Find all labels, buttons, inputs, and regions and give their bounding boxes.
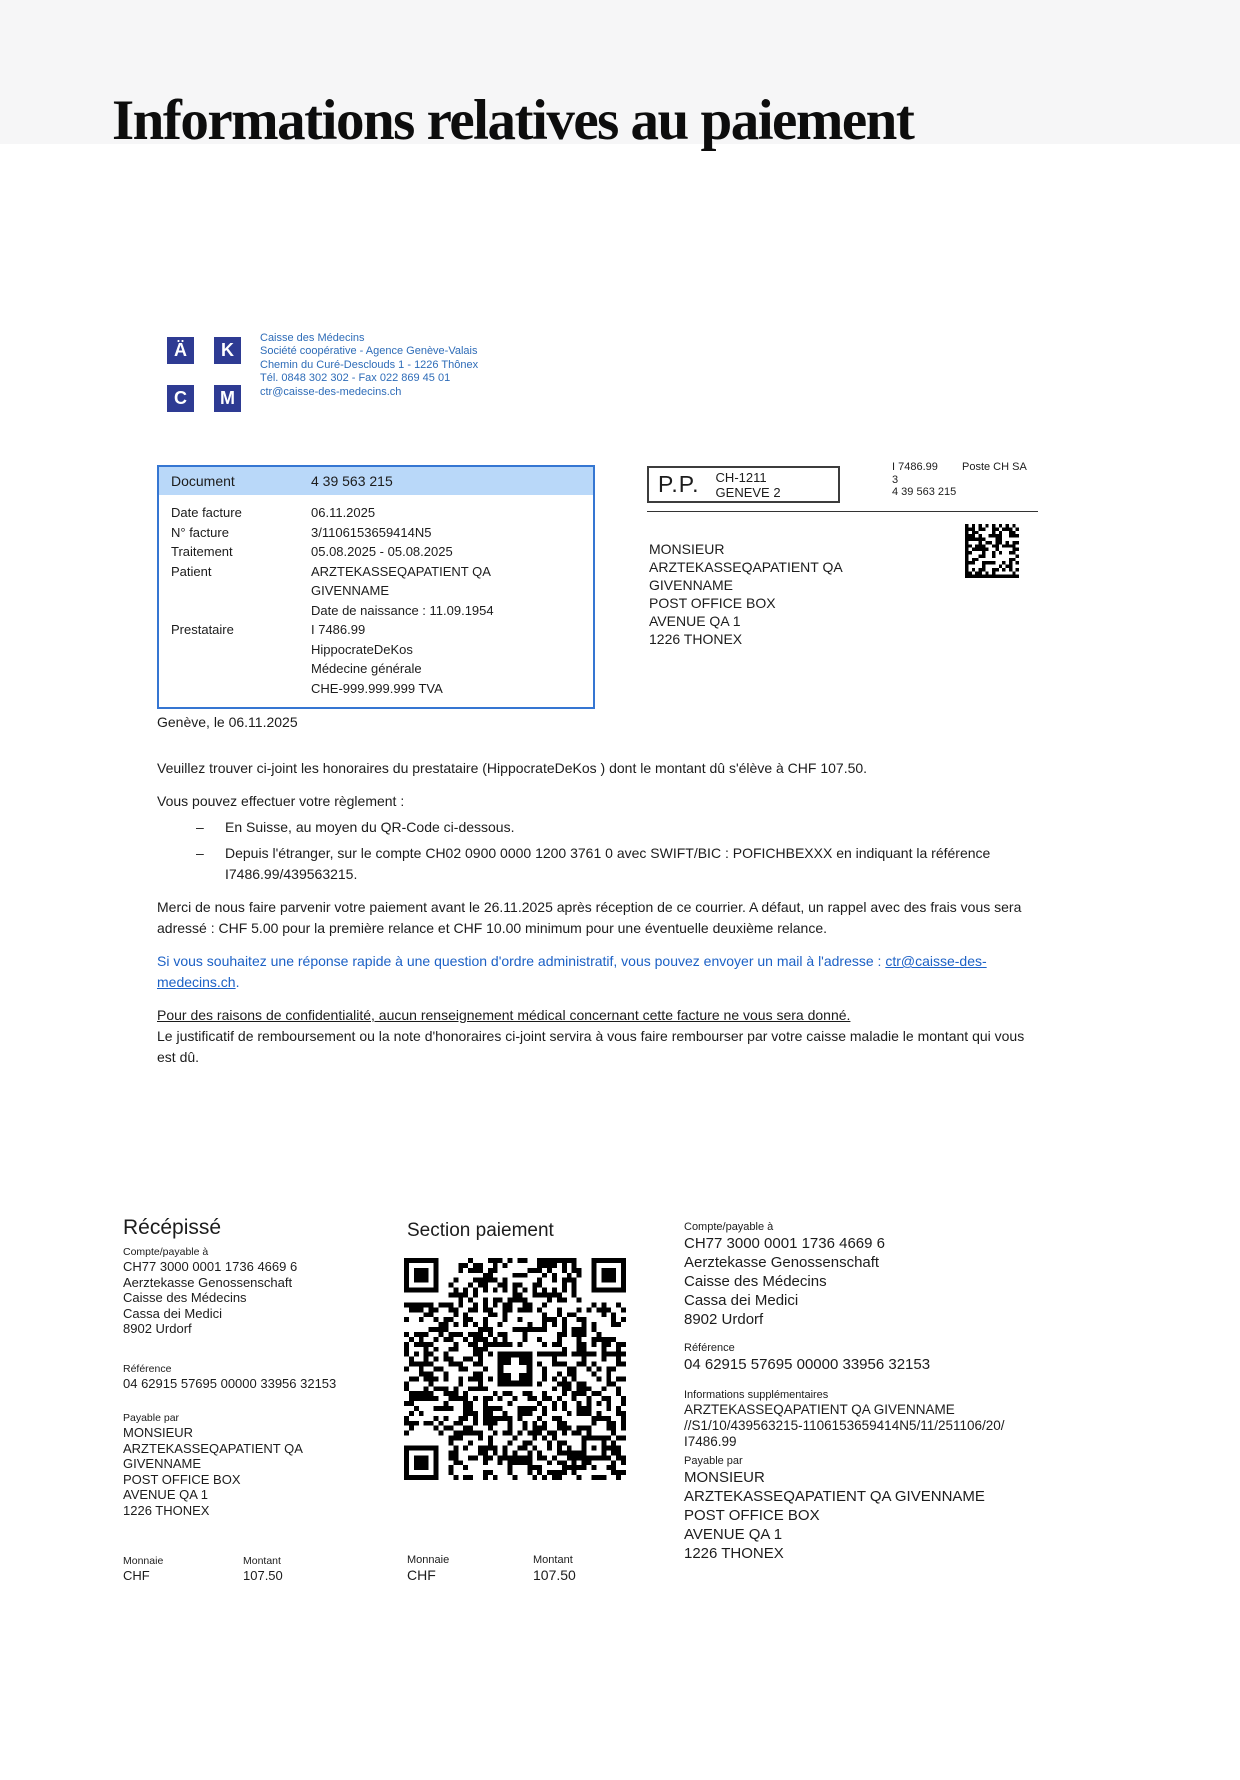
- table-row: Patient ARZTEKASSEQAPATIENT QA GIVENNAME: [171, 563, 491, 598]
- postal-carrier: Poste CH SA: [962, 461, 1027, 473]
- pp-location: CH-1211 GENEVE 2: [715, 469, 781, 500]
- recipient-line: GIVENNAME: [649, 577, 734, 593]
- reimbursement-text: Le justificatif de remboursement ou la note d'honoraires ci-joint servira à vous faire rembourser par votre caisse maladie le montant qui vous est dû.: [157, 1028, 1025, 1065]
- payment-currency: Monnaie CHF: [407, 1554, 450, 1583]
- table-row: HippocrateDeKos: [311, 641, 413, 657]
- payment-amount: Montant 107.50: [533, 1554, 576, 1583]
- payment-options-list: [157, 817, 1041, 885]
- recipient-line: ARZTEKASSEQAPATIENT QA: [649, 559, 843, 575]
- dash-bullet-icon: –: [196, 845, 204, 861]
- field-label: Informations supplémentaires: [684, 1389, 829, 1401]
- receipt-title: Récépissé: [123, 1216, 222, 1239]
- field-label: Compte/payable à: [684, 1221, 774, 1233]
- table-row: Date facture 06.11.2025: [171, 505, 376, 520]
- letter-paragraph-deadline: Merci de nous faire parvenir votre paiement avant le 26.11.2025 après réception de ce courrier. A défaut, un rappel avec des frais vous sera adressé : CHF 5.00 pour la première relance et CHF 10.00 minimum pour une éventuelle deuxième relance.: [157, 899, 1022, 936]
- recipient-address: [649, 540, 843, 648]
- pp-mark: P.P.: [658, 471, 700, 497]
- sender-contact-block: [260, 332, 478, 399]
- table-row: N° facture 3/1106153659414N5: [171, 524, 432, 540]
- payment-details-block: Compte/payable à CH77 3000 0001 1736 4669 6 Aerztekasse Genossenschaft Caisse des Médecins Cassa dei Medici 8902 Urdorf Référence 04 62915 57695 00000 33956 32153 Informations supplémentaires ARZTEKASSEQAPATIENT QA GIVENNAME //S1/10/439563215-1106153659414N5/11/251106/20/ I7486.99 Payable par MONSIEUR ARZTEKASSEQAPATIENT QA GIVENNAME POST OFFICE BOX AVENUE QA 1 1226 THONEX: [684, 1220, 1074, 1563]
- receipt-reference-block: [123, 1363, 336, 1392]
- receipt-account-block: Compte/payable à CH77 3000 0001 1736 4669 6 Aerztekasse Genossenschaft Caisse des Médecins Cassa dei Medici 8902 Urdorf: [123, 1246, 298, 1337]
- letter-paragraph-amount: Veuillez trouver ci-joint les honoraires du prestataire (HippocrateDeKos ) dont le montant dû s'élève à CHF 107.50.: [157, 760, 868, 776]
- address-divider: [647, 511, 1038, 512]
- table-row: CHE-999.999.999 TVA: [311, 680, 443, 696]
- document-header-label: Document: [171, 473, 235, 489]
- logo-letter-a-icon: Ä: [167, 337, 194, 364]
- document-table-body: [159, 495, 593, 707]
- document-table-header: [159, 467, 593, 495]
- table-row: Médecine générale: [311, 661, 422, 676]
- field-label: Référence: [684, 1342, 735, 1354]
- confidentiality-underlined-sentence: Pour des raisons de confidentialité, aucun renseignement médical concernant cette facture ne vous sera donné.: [157, 1007, 851, 1023]
- letter-paragraph-payment-options: Vous pouvez effectuer votre règlement :: [157, 793, 405, 809]
- sender-line: Tél. 0848 302 302 - Fax 022 869 45 01: [260, 372, 451, 385]
- letter-paragraph-confidentiality: [157, 1005, 1041, 1068]
- field-label: Payable par: [123, 1412, 180, 1424]
- list-item-text: Depuis l'étranger, sur le compte CH02 0900 0000 1200 3761 0 avec SWIFT/BIC : POFICHBEXXX en indiquant la référence I7486.99/439563215.: [225, 845, 991, 882]
- receipt-reference-value: 04 62915 57695 00000 33956 32153: [123, 1376, 337, 1391]
- pp-franking-box: [647, 466, 840, 503]
- recipient-line: MONSIEUR: [649, 541, 725, 557]
- sender-name: Caisse des Médecins: [260, 332, 365, 344]
- table-row: Traitement 05.08.2025 - 05.08.2025: [171, 544, 453, 559]
- recipient-line: AVENUE QA 1: [649, 613, 741, 629]
- document-number: 4 39 563 215: [311, 473, 393, 489]
- dash-bullet-icon: –: [196, 819, 204, 835]
- field-label: Référence: [123, 1363, 172, 1375]
- payment-section-title: Section paiement: [407, 1220, 554, 1241]
- franking-reference: I 7486.99 3 4 39 563 215: [892, 461, 957, 498]
- receipt-currency: Monnaie CHF: [123, 1555, 164, 1583]
- swiss-qr-code: [404, 1258, 626, 1480]
- table-row: Prestataire I 7486.99: [171, 622, 366, 637]
- letter-date-line: Genève, le 06.11.2025: [157, 714, 298, 730]
- sender-line: Société coopérative - Agence Genève-Valais: [260, 345, 478, 358]
- payment-reference-value: 04 62915 57695 00000 33956 32153: [684, 1356, 931, 1373]
- field-label: Compte/payable à: [123, 1246, 209, 1258]
- page-title: Informations relatives au paiement: [112, 89, 914, 153]
- postal-datamatrix-barcode-icon: [965, 524, 1019, 578]
- logo-letter-c-icon: C: [167, 385, 194, 412]
- letter-paragraph-contact: Si vous souhaitez une réponse rapide à une question d'ordre administratif, vous pouvez envoyer un mail à l'adresse : ctr@caisse-des-medecins.ch.: [157, 953, 987, 990]
- receipt-amount: Montant 107.50: [243, 1555, 283, 1583]
- sender-line: Chemin du Curé-Desclouds 1 - 1226 Thônex: [260, 358, 479, 371]
- sender-email: ctr@caisse-des-medecins.ch: [260, 385, 402, 398]
- field-label: Payable par: [684, 1455, 743, 1467]
- list-item-text: En Suisse, au moyen du QR-Code ci-dessous.: [225, 819, 515, 835]
- contact-email-link[interactable]: ctr@caisse-des-medecins.ch: [157, 953, 987, 990]
- table-row: Date de naissance : 11.09.1954: [311, 602, 494, 618]
- receipt-payable-block: Payable par MONSIEUR ARZTEKASSEQAPATIENT QA GIVENNAME POST OFFICE BOX AVENUE QA 1 1226 THONEX: [123, 1412, 303, 1518]
- list-item: [157, 817, 1041, 838]
- document-info-table: [157, 465, 595, 709]
- recipient-line: POST OFFICE BOX: [649, 595, 776, 611]
- recipient-line: 1226 THONEX: [649, 631, 743, 647]
- list-item: [157, 843, 1041, 885]
- logo-letter-m-icon: M: [214, 385, 241, 412]
- letter-body: [157, 712, 1041, 1068]
- logo-letter-k-icon: K: [214, 337, 241, 364]
